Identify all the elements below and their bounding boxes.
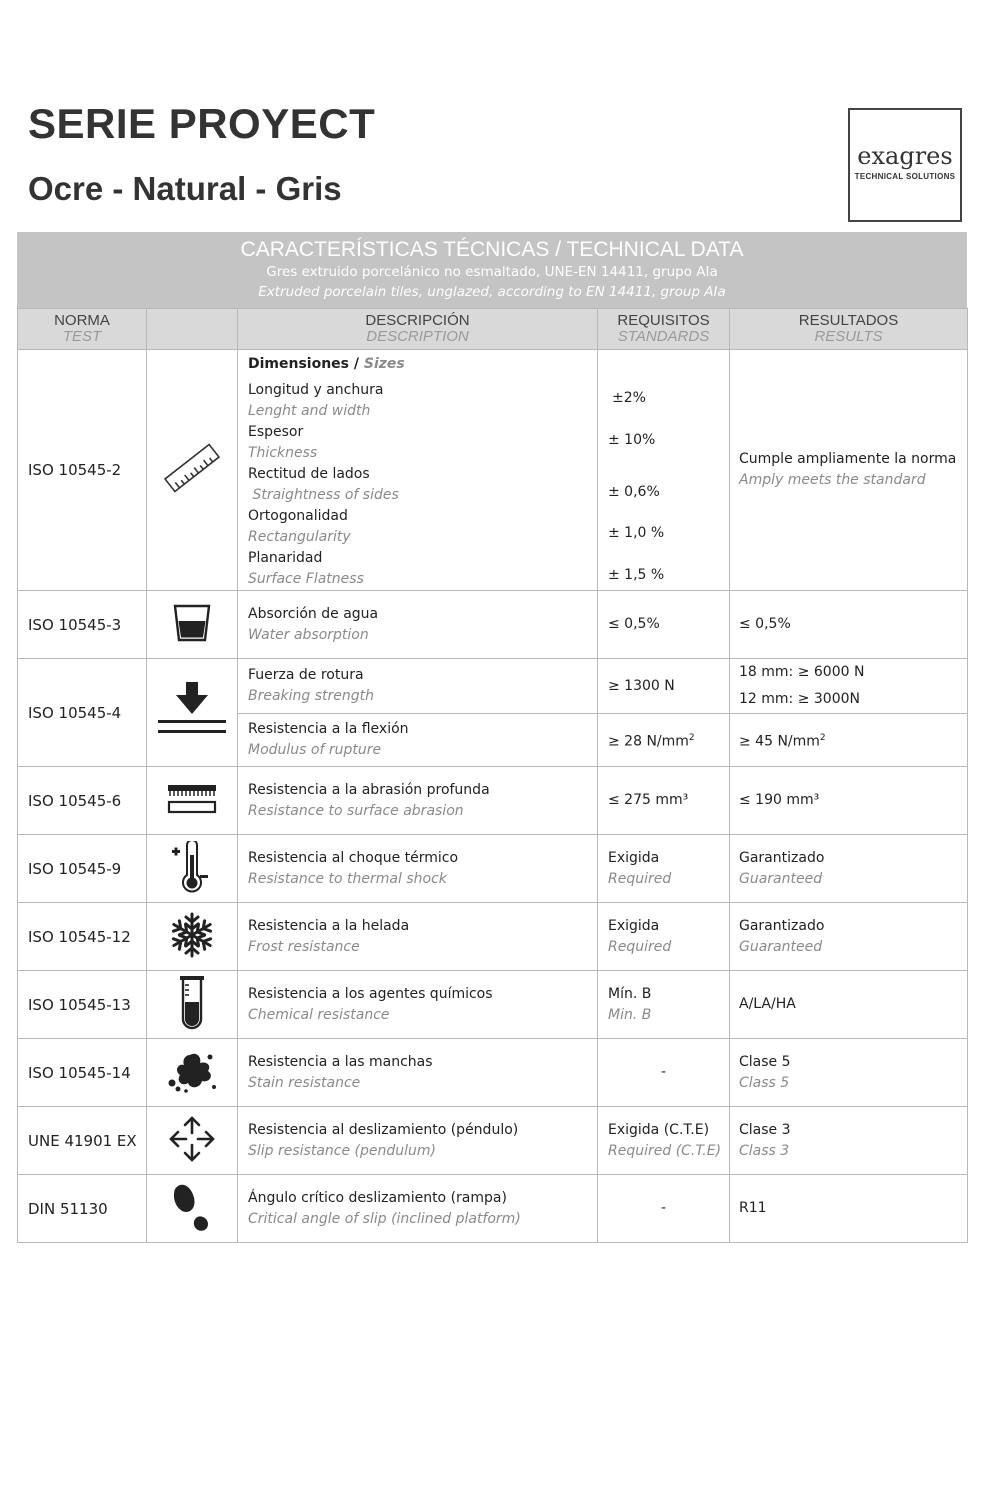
requirement: Exigida (C.T.E) Required (C.T.E) bbox=[598, 1107, 730, 1175]
result: Cumple ampliamente la norma Amply meets the standard bbox=[730, 350, 968, 591]
description: Resistencia al deslizamiento (péndulo) Slip resistance (pendulum) bbox=[238, 1107, 598, 1175]
requirement: ≤ 275 mm³ bbox=[598, 767, 730, 835]
footprint-icon bbox=[147, 1175, 238, 1243]
requirement: - bbox=[598, 1039, 730, 1107]
requirement: Exigida Required bbox=[598, 903, 730, 971]
table-row bbox=[18, 1039, 968, 1107]
table-row bbox=[18, 591, 968, 659]
pressure-arrow-icon bbox=[147, 659, 238, 767]
test-code: ISO 10545-9 bbox=[18, 835, 147, 903]
requirement: ≥ 28 $N/mm^2$ bbox=[598, 714, 730, 767]
description: Absorción de agua Water absorption bbox=[238, 591, 598, 659]
table-row bbox=[18, 1175, 968, 1243]
exagres-logo bbox=[848, 108, 962, 222]
test-code: UNE 41901 EX bbox=[18, 1107, 147, 1175]
abrasion-icon bbox=[147, 767, 238, 835]
table-row bbox=[18, 971, 968, 1039]
logo-name: exagres bbox=[857, 142, 953, 170]
requirement: ≤ 0,5% bbox=[598, 591, 730, 659]
result: Garantizado Guaranteed bbox=[730, 835, 968, 903]
requirement: Exigida Required bbox=[598, 835, 730, 903]
result: R11 bbox=[730, 1175, 968, 1243]
table-row bbox=[18, 1107, 968, 1175]
result: Clase 5 Class 5 bbox=[730, 1039, 968, 1107]
test-code: ISO 10545-4 bbox=[18, 659, 147, 767]
stain-icon bbox=[147, 1039, 238, 1107]
ruler-icon bbox=[147, 350, 238, 591]
col-resultados: RESULTADOS RESULTS bbox=[730, 309, 968, 350]
result: Clase 3 Class 3 bbox=[730, 1107, 968, 1175]
description: Resistencia al choque térmico Resistance to thermal shock bbox=[238, 835, 598, 903]
table-row bbox=[18, 835, 968, 903]
requirement: ≥ 1300 N bbox=[598, 659, 730, 714]
water-glass-icon bbox=[147, 591, 238, 659]
table-row bbox=[18, 903, 968, 971]
slip-arrows-icon bbox=[147, 1107, 238, 1175]
thermometer-icon bbox=[147, 835, 238, 903]
requirement: ±2% ± 10% ± 0,6% ± 1,0 % ± 1,5 % bbox=[598, 350, 730, 591]
test-code: ISO 10545-12 bbox=[18, 903, 147, 971]
test-code: ISO 10545-3 bbox=[18, 591, 147, 659]
description: Fuerza de rotura Breaking strength bbox=[238, 659, 598, 714]
banner-line-es: Gres extruido porcelánico no esmaltado, UNE-EN 14411, grupo AIa bbox=[266, 264, 718, 280]
table-row bbox=[18, 659, 968, 714]
description: Ángulo crítico deslizamiento (rampa) Critical angle of slip (inclined platform) bbox=[238, 1175, 598, 1243]
page-subtitle: Ocre - Natural - Gris bbox=[28, 170, 342, 207]
test-code: ISO 10545-13 bbox=[18, 971, 147, 1039]
description: Resistencia a la helada Frost resistance bbox=[238, 903, 598, 971]
page-title: SERIE PROYECT bbox=[28, 100, 376, 147]
result: A/LA/HA bbox=[730, 971, 968, 1039]
description: Resistencia a los agentes químicos Chemical resistance bbox=[238, 971, 598, 1039]
logo-tagline: TECHNICAL SOLUTIONS bbox=[854, 172, 956, 181]
description: Dimensiones / Sizes Longitud y anchura Lenght and width Espesor Thickness Rectitud de lados Straightness of sides Ortogonalidad Rectangularity Planaridad Surface Flatness bbox=[238, 350, 598, 591]
requirement: - bbox=[598, 1175, 730, 1243]
banner-title: CARACTERÍSTICAS TÉCNICAS / TECHNICAL DATA bbox=[240, 238, 744, 261]
snowflake-icon bbox=[147, 903, 238, 971]
table-row bbox=[18, 350, 968, 591]
description: Resistencia a las manchas Stain resistance bbox=[238, 1039, 598, 1107]
col-icon bbox=[147, 309, 238, 350]
description: Resistencia a la flexión Modulus of rupture bbox=[238, 714, 598, 767]
technical-data-table bbox=[17, 232, 967, 1243]
requirement: Mín. B Min. B bbox=[598, 971, 730, 1039]
banner-line-en: Extruded porcelain tiles, unglazed, according to EN 14411, group AIa bbox=[258, 284, 726, 300]
test-code: ISO 10545-14 bbox=[18, 1039, 147, 1107]
data-table bbox=[17, 308, 968, 1243]
result: Garantizado Guaranteed bbox=[730, 903, 968, 971]
table-row bbox=[18, 767, 968, 835]
test-code: DIN 51130 bbox=[18, 1175, 147, 1243]
result: ≤ 0,5% bbox=[730, 591, 968, 659]
description: Resistencia a la abrasión profunda Resistance to surface abrasion bbox=[238, 767, 598, 835]
result: 18 mm: ≥ 6000 N 12 mm: ≥ 3000N bbox=[730, 659, 968, 714]
test-tube-icon bbox=[147, 971, 238, 1039]
test-code: ISO 10545-2 bbox=[18, 350, 147, 591]
col-descripcion: DESCRIPCIÓN DESCRIPTION bbox=[238, 309, 598, 350]
col-norma: NORMA TEST bbox=[18, 309, 147, 350]
test-code: ISO 10545-6 bbox=[18, 767, 147, 835]
column-header-row bbox=[18, 309, 968, 350]
result: ≥ 45 $N/mm^2$ bbox=[730, 714, 968, 767]
result: ≤ 190 mm³ bbox=[730, 767, 968, 835]
table-banner bbox=[17, 232, 967, 308]
col-requisitos: REQUISITOS STANDARDS bbox=[598, 309, 730, 350]
